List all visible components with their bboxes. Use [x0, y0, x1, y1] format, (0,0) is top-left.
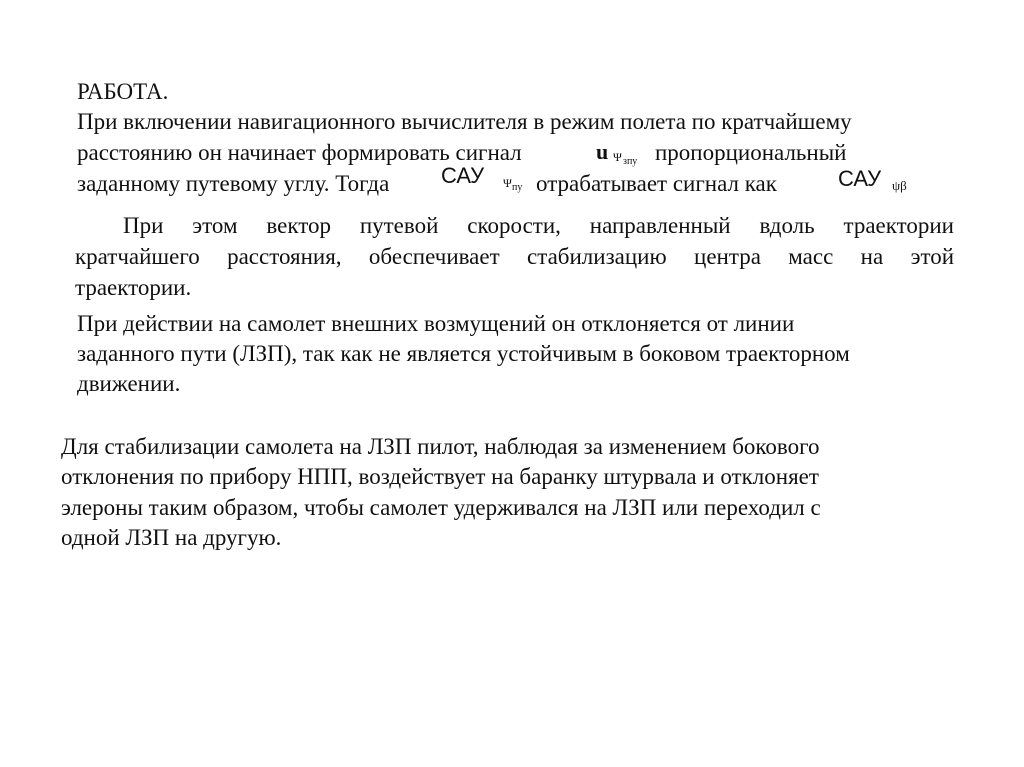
para2-line3: траектории.	[75, 275, 192, 300]
para1-line3-mid: отрабатывает сигнал как	[536, 171, 777, 196]
para3-line2: заданного пути (ЛЗП), так как не является устойчивым в боковом траекторном	[77, 341, 850, 366]
sau-formula-2-subscript: ψβ	[892, 178, 907, 193]
para4-line3: элероны таким образом, чтобы самолет удерживался на ЛЗП или переходил с	[61, 495, 821, 520]
para1-line1: При включении навигационного вычислителя в режим полета по кратчайшему	[77, 109, 852, 134]
para3-line3: движении.	[77, 371, 181, 396]
para3-line1: При действии на самолет внешних возмущений он отклоняется от линии	[77, 311, 795, 336]
signal-u-subscript-index: зпу	[623, 156, 638, 167]
sau-formula-1: САУ	[441, 163, 485, 188]
para1-line2-end: пропорциональный	[655, 140, 847, 165]
signal-u-subscript-psi: Ψ	[613, 150, 622, 164]
para1-line2: расстоянию он начинает формировать сигнал	[77, 140, 522, 165]
para1-line3: заданному путевому углу. Тогда	[77, 171, 390, 196]
para4-line2: отклонения по прибору НПП, воздействует на баранку штурвала и отклоняет	[61, 464, 819, 489]
para2-line1: При этом вектор путевой скорости, направленный вдоль траектории	[123, 213, 954, 238]
sau-formula-1-subscript-index: пу	[512, 182, 523, 193]
para4-line1: Для стабилизации самолета на ЛЗП пилот, наблюдая за изменением бокового	[61, 434, 820, 459]
signal-u-symbol: u	[596, 139, 609, 164]
heading: РАБОТА.	[77, 79, 169, 104]
para4-line4: одной ЛЗП на другую.	[61, 525, 282, 550]
sau-formula-2: САУ	[838, 166, 882, 191]
sau-formula-1-subscript-psi: Ψ	[503, 176, 512, 190]
para2-line2: кратчайшего расстояния, обеспечивает стабилизацию центра масс на этой	[75, 244, 954, 269]
